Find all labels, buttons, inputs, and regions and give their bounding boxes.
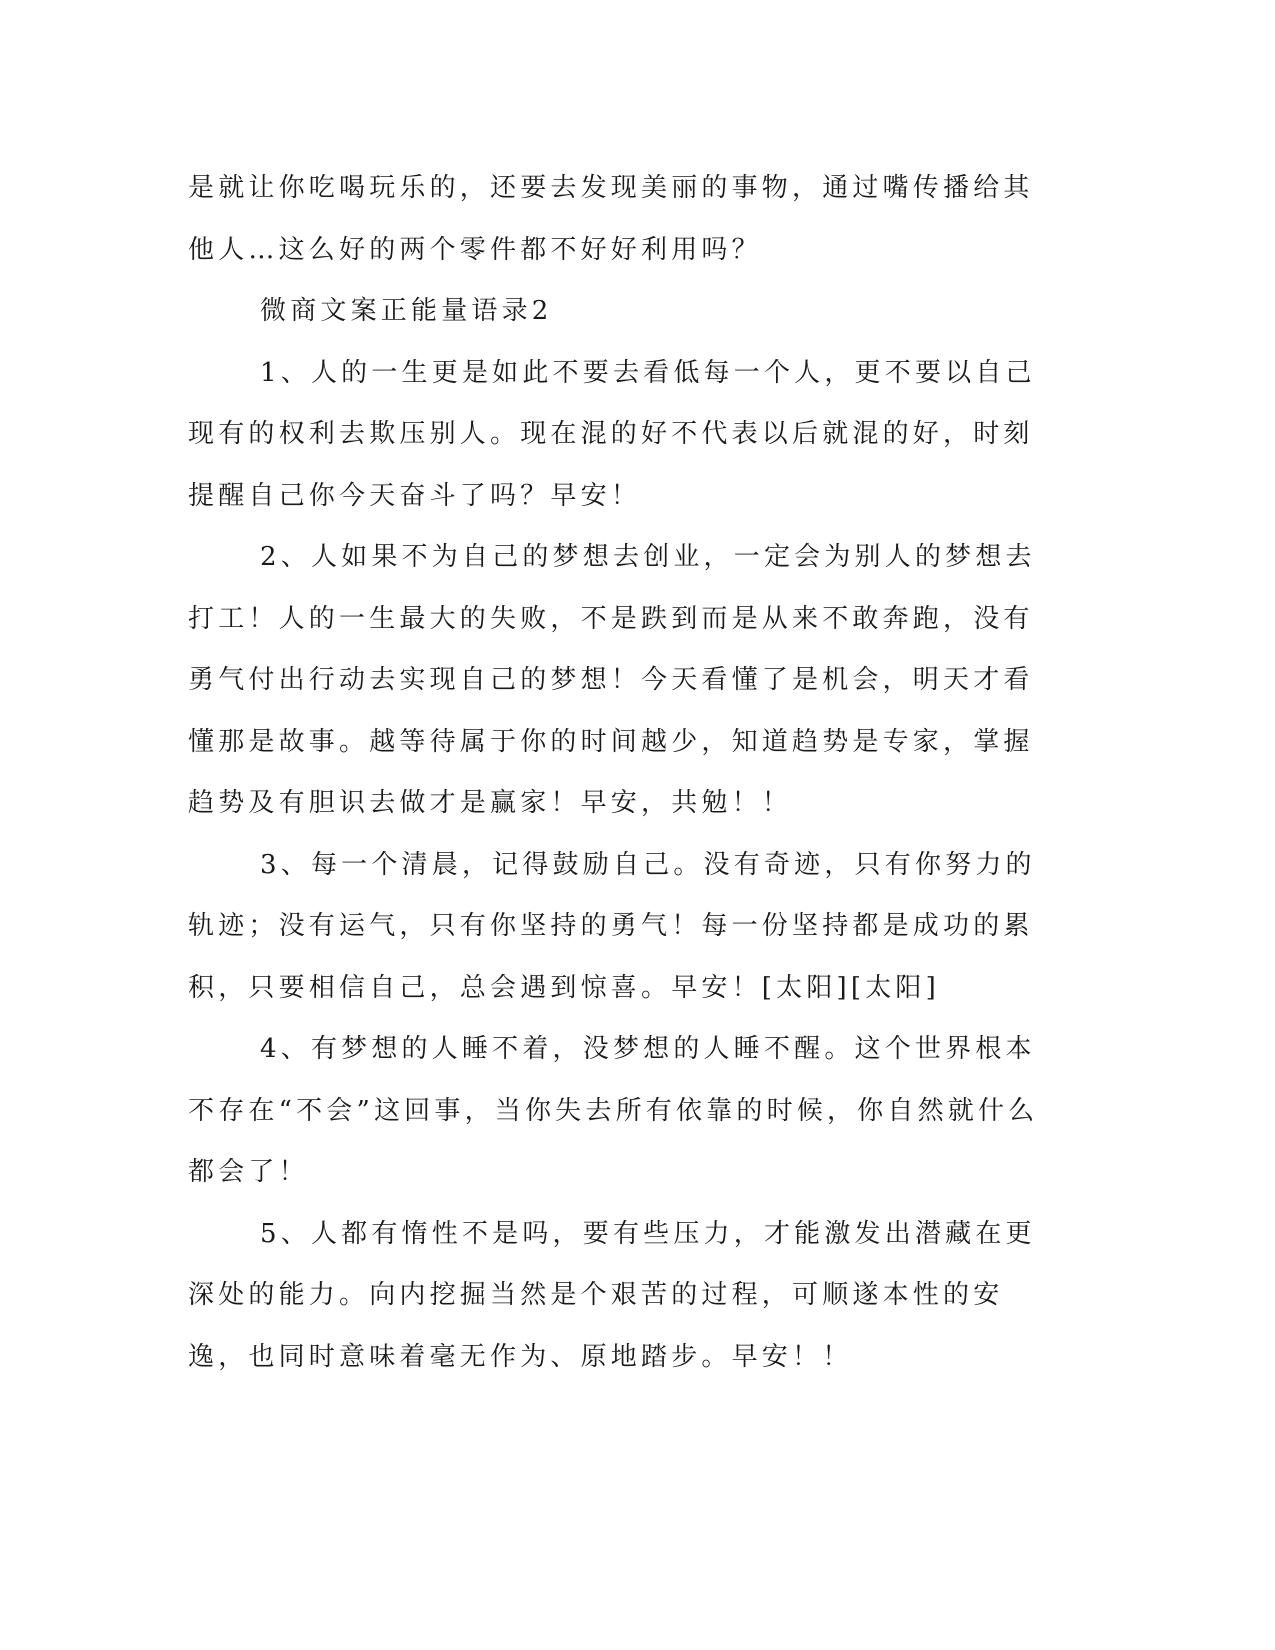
list-item: 3、每一个清晨，记得鼓励自己。没有奇迹，只有你努力的轨迹；没有运气，只有你坚持的勇气！每一份坚持都是成功的累积，只要相信自己，总会遇到惊喜。早安！[太阳][太阳]	[188, 849, 1036, 1003]
list-item: 1、人的一生更是如此不要去看低每一个人，更不要以自己现有的权利去欺压别人。现在混的好不代表以后就混的好，时刻提醒自己你今天奋斗了吗？早安！	[188, 357, 1036, 511]
list-item: 2、人如果不为自己的梦想去创业，一定会为别人的梦想去打工！人的一生最大的失败，不是跌到而是从来不敢奔跑，没有勇气付出行动去实现自己的梦想！今天看懂了是机会，明天才看懂那是故事。越等待属于你的时间越少，知道趋势是专家，掌握趋势及有胆识去做才是赢家！早安，共勉！！	[188, 542, 1036, 818]
document-body	[188, 158, 1058, 1388]
list-item: 4、有梦想的人睡不着，没梦想的人睡不醒。这个世界根本不存在“不会”这回事，当你失去所有依靠的时候，你自然就什么都会了！	[188, 1034, 1039, 1187]
intro-continuation-paragraph: 是就让你吃喝玩乐的，还要去发现美丽的事物，通过嘴传播给其他人…这么好的两个零件都不好好利用吗？	[188, 173, 1034, 265]
section-title: 微商文案正能量语录2	[260, 296, 553, 326]
list-item: 5、人都有惰性不是吗，要有些压力，才能激发出潜藏在更深处的能力。向内挖掘当然是个艰苦的过程，可顺遂本性的安逸，也同时意味着毫无作为、原地踏步。早安！！	[188, 1218, 1036, 1372]
